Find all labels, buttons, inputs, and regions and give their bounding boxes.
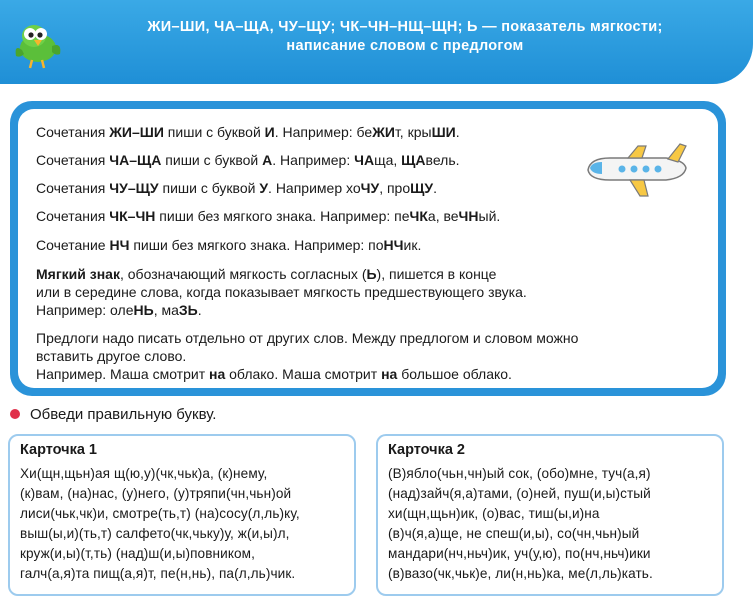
rule-text-fragment: . Например: бе [274,124,373,140]
rule-bold-fragment: ЗЬ [178,302,198,318]
task-text: Обведи правильную букву. [30,406,217,423]
rule-text-fragment: большое облако. [397,366,512,382]
card-line: хи(щн,щьн)ик, (о)вас, тиш(ы,и)на [388,506,600,521]
card-line: лиси(чьк,чк)и, смотре(ть,т) (на)сосу(л,ль)ку, [20,506,300,521]
rule-bold-fragment: ЧА [354,152,375,168]
card-2 [376,434,724,596]
card-line: (в)вазо(чк,чьк)е, ли(н,нь)ка, ме(л,ль)кать. [388,566,653,581]
rule-line [36,236,421,255]
rule-text-fragment: т, кры [394,124,432,140]
rule-line [36,179,437,198]
card-line: круж(и,ы)(т,ть) (над)ш(и,ы)повником, [20,546,256,561]
rule-bold-fragment: ЧК–ЧН [109,208,156,224]
rule-text-fragment: ик. [403,237,422,253]
card-line: (над)зайч(я,а)тами, (о)ней, пуш(и,ы)стый [388,486,651,501]
rule-bold-fragment: на [381,366,398,382]
rule-text-fragment: , обозначающий мягкость согласных ( [119,266,367,282]
rule-text-fragment: Например: оле [36,302,134,318]
bullet-icon [10,409,20,419]
rule-line [36,329,578,348]
bird-mascot-icon [8,14,66,72]
rule-bold-fragment: ЧУ [360,180,380,196]
rule-bold-fragment: ЩА [401,152,426,168]
card-line: мандари(нч,ньч)ик, уч(у,ю), по(нч,ньч)ики [388,546,651,561]
rule-bold-fragment: ШИ [431,124,456,140]
rule-bold-fragment: ЩУ [410,180,434,196]
rule-text-fragment: вставить другое слово. [36,348,187,364]
rule-text-fragment: облако. Маша смотрит [225,366,382,382]
airplane-icon [580,140,690,198]
rule-text-fragment: а, ве [427,208,459,224]
title-line-1: ЖИ–ШИ, ЧА–ЩА, ЧУ–ЩУ; ЧК–ЧН–НЩ–ЩН; Ь — показатель мягкости; [147,19,663,35]
page-title [60,18,750,56]
card-line: выш(ы,и)(ть,т) салфето(чк,чьку)у, ж(и,ы)л, [20,526,290,541]
rule-text-fragment: или в середине слова, когда показывает мягкость предшествующего звука. [36,284,527,300]
rule-text-fragment: . Например хо [268,180,361,196]
card-title: Карточка 1 [20,442,97,458]
task-instruction [10,406,216,423]
rule-text-fragment: Сочетания [36,124,110,140]
card-line: галч(а,я)та пищ(а,я)т, пе(н,нь), па(л,ль)чик. [20,566,296,581]
rule-text-fragment: . Например: [272,152,355,168]
rule-text-fragment: Сочетания [36,152,110,168]
rule-text-fragment: пиши с буквой [163,124,265,140]
rule-bold-fragment: НЬ [133,302,154,318]
rule-text-fragment: Предлоги надо писать отдельно от других слов. Между предлогом и словом можно [36,330,579,346]
rule-line [36,123,460,142]
rule-line [36,207,500,226]
rule-text-fragment: Сочетания [36,180,110,196]
rule-bold-fragment: НЧ [383,237,404,253]
rule-bold-fragment: ЧН [458,208,479,224]
rule-bold-fragment: ЧК [409,208,428,224]
card-line: (в)ч(я,а)ще, не спеш(и,ы), со(чн,чьн)ый [388,526,640,541]
rule-text-fragment: Например. Маша смотрит [36,366,209,382]
rule-bold-fragment: И [264,124,275,140]
rule-bold-fragment: ЧУ–ЩУ [109,180,159,196]
rule-bold-fragment: НЧ [109,237,130,253]
rule-text-fragment: пиши с буквой [161,152,263,168]
rule-text-fragment: . [197,302,202,318]
rule-line [36,347,186,366]
rule-bold-fragment: ЖИ–ШИ [109,124,164,140]
rule-text-fragment: . [433,180,437,196]
rule-bold-fragment: Мягкий знак [36,266,120,282]
rule-line [36,365,512,384]
rule-text-fragment: Сочетание [36,237,110,253]
rule-text-fragment: , ма [153,302,179,318]
card-line: (к)вам, (на)нас, (у)него, (у)тряпи(чн,чьн)ой [20,486,292,501]
rule-text-fragment: вель. [425,152,460,168]
card-1 [8,434,356,596]
rule-line [36,265,496,284]
rule-text-fragment: пиши без мягкого знака. Например: по [129,237,384,253]
rule-text-fragment: Сочетания [36,208,110,224]
rule-text-fragment: ), пишется в конце [376,266,497,282]
rule-text-fragment: . [455,124,460,140]
rule-bold-fragment: на [209,366,226,382]
card-line: Хи(щн,щьн)ая щ(ю,у)(чк,чьк)а, (к)нему, [20,466,268,481]
rule-text-fragment: , про [379,180,411,196]
rule-text-fragment: пиши без мягкого знака. Например: пе [155,208,410,224]
rule-bold-fragment: ЧА–ЩА [109,152,162,168]
rule-text-fragment: ща, [374,152,402,168]
rule-line [36,151,460,170]
rule-bold-fragment: Ь [366,266,377,282]
rule-bold-fragment: У [259,180,269,196]
rule-line [36,283,527,302]
rule-bold-fragment: ЖИ [372,124,395,140]
header-banner [0,0,753,84]
rule-line [36,301,202,320]
card-line: (В)ябло(чьн,чн)ый сок, (обо)мне, туч(а,я) [388,466,651,481]
rule-text-fragment: ый. [478,208,501,224]
rule-text-fragment: пиши с буквой [158,180,260,196]
title-line-2: написание словом с предлогом [286,38,524,54]
rule-bold-fragment: А [262,152,273,168]
card-title: Карточка 2 [388,442,465,458]
